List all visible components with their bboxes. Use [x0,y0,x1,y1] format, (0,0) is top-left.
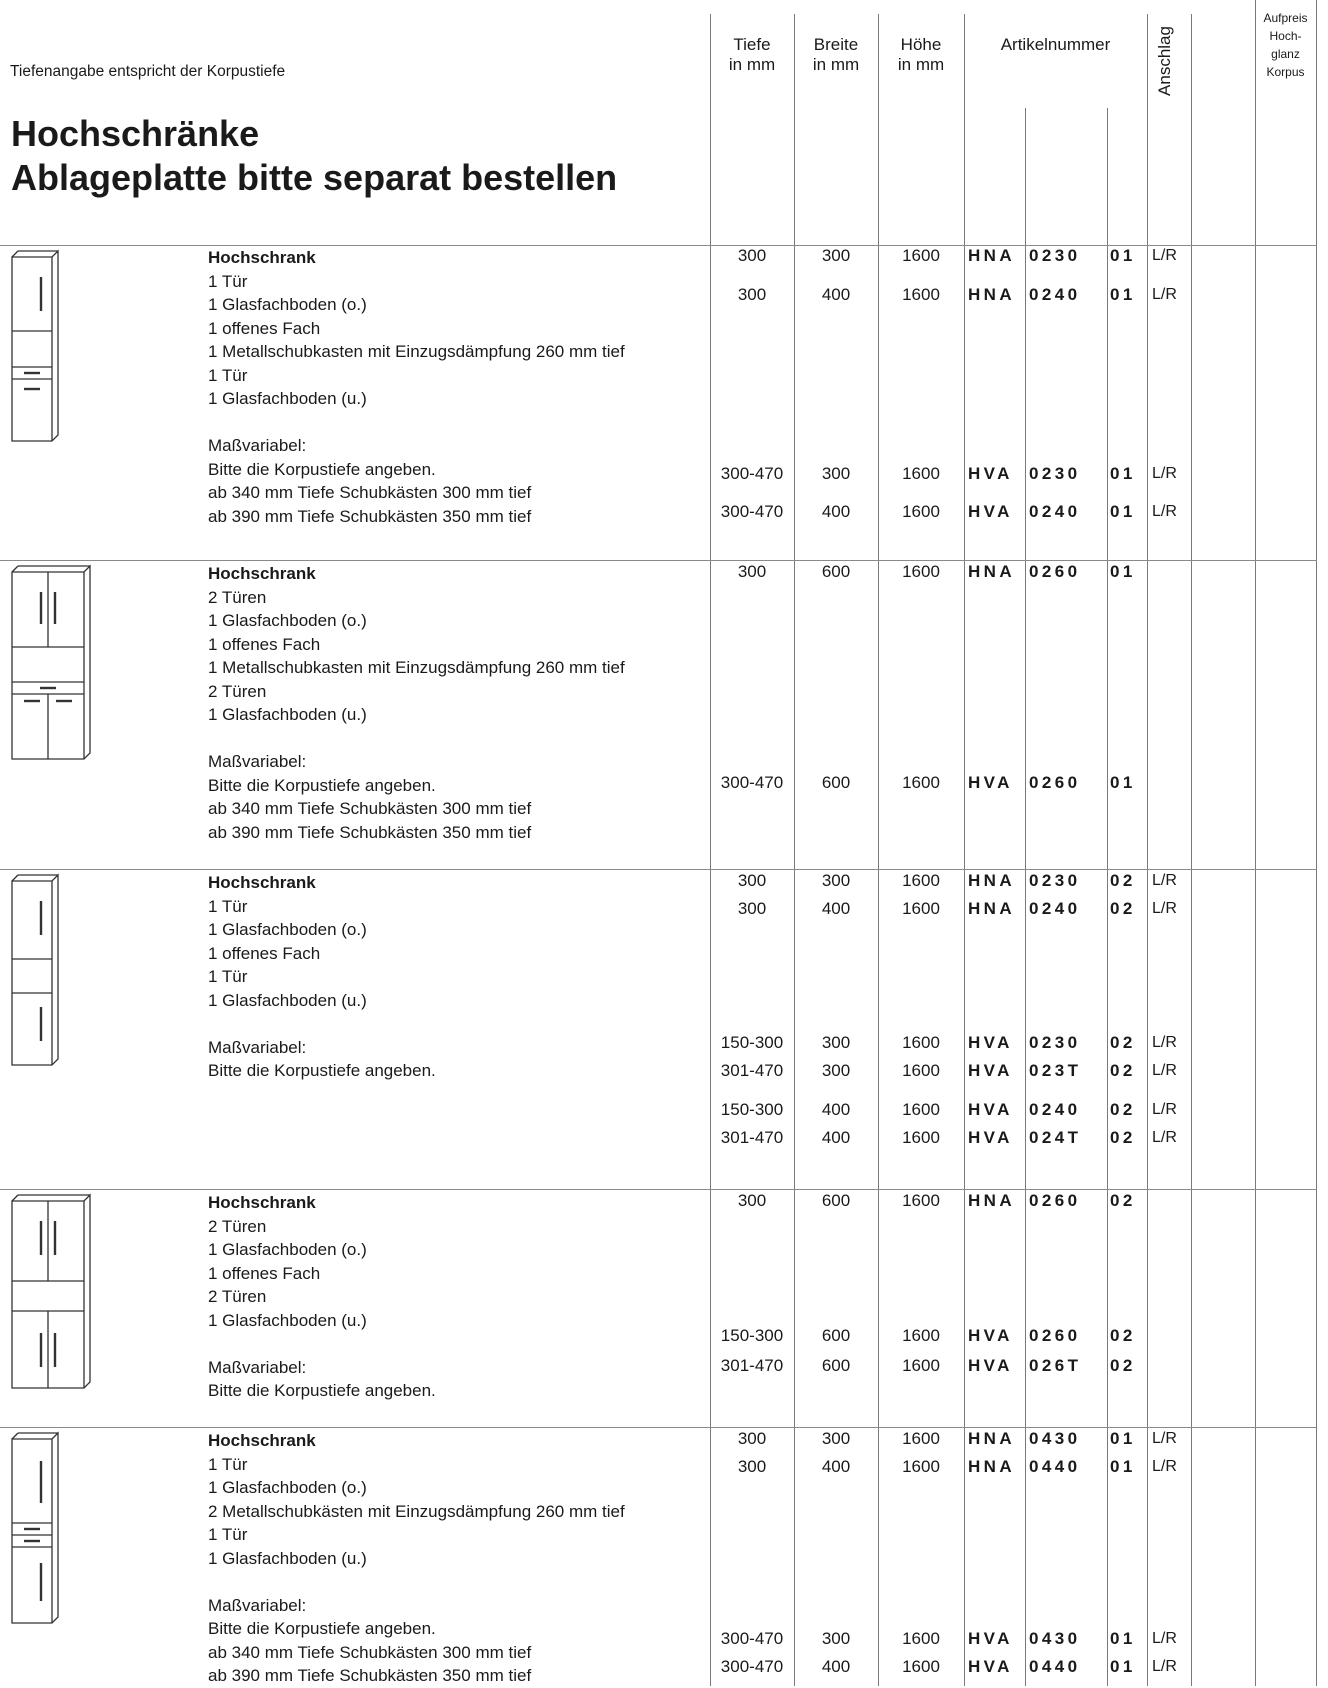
section-divider [0,1427,1317,1428]
col-header-aufpreis-4: Korpus [1266,65,1305,79]
article-suffix: 02 [1110,1033,1136,1052]
cell-hoehe: 1600 [902,246,940,265]
item-line: 1 Glasfachboden (o.) [208,611,367,630]
cell-tiefe: 301-470 [720,1061,784,1080]
cell-breite: 600 [821,1356,851,1375]
cell-hoehe: 1600 [902,562,940,581]
tall-cabinet-2-doors-1-drawer-icon [10,564,92,767]
article-suffix: 01 [1110,773,1136,792]
item-line: 1 Glasfachboden (o.) [208,295,367,314]
cell-hoehe: 1600 [902,1100,940,1119]
item-line: 1 Glasfachboden (o.) [208,1478,367,1497]
article-suffix: 02 [1110,1128,1136,1147]
cell-tiefe: 300-470 [720,464,784,483]
cell-tiefe: 300-470 [720,1629,784,1648]
item-line: 1 offenes Fach [208,318,321,338]
col-header-aufpreis-1: Aufpreis [1263,11,1308,25]
item-line: 1 Glasfachboden (u.) [208,705,367,724]
article-code: 0440 [1029,1457,1081,1476]
item-line: 1 Tür [208,1525,248,1544]
cell-tiefe: 150-300 [720,1100,784,1119]
cell-breite: 400 [821,285,851,304]
item-line: 1 Glasfachboden (o.) [208,920,367,939]
cell-anschlag: L/R [1152,1062,1177,1079]
cell-breite: 400 [821,1100,851,1119]
section-divider [0,869,1317,870]
item-line: 1 Glasfachboden (u.) [208,1310,367,1330]
cell-hoehe: 1600 [902,1429,940,1448]
cell-hoehe: 1600 [902,1061,940,1080]
cell-breite: 400 [821,502,851,521]
article-prefix: HVA [968,502,1013,521]
cell-anschlag: L/R [1152,1129,1177,1146]
tall-cabinet-1-door-open-shelf-icon [10,873,60,1073]
page-subtitle: Ablageplatte bitte separat bestellen [11,157,618,198]
article-suffix: 01 [1110,1629,1136,1648]
col-header-hoehe-unit: in mm [897,55,945,74]
cell-tiefe: 150-300 [720,1326,784,1345]
item-line: 1 Tür [208,271,248,291]
article-code: 0260 [1029,1191,1081,1210]
article-code: 0260 [1029,773,1081,792]
article-code: 0240 [1029,899,1081,918]
col-divider-right [1316,0,1317,1686]
article-prefix: HNA [968,285,1016,304]
cell-breite: 300 [821,1033,851,1052]
page-title: Hochschränke [11,113,260,154]
cell-hoehe: 1600 [902,1326,940,1345]
article-suffix: 01 [1110,502,1136,521]
item-title: Hochschrank [208,873,316,892]
tall-cabinet-1-door-1-drawer-icon [10,249,60,449]
col-header-breite-label: Breite [813,35,859,54]
item-line: Bitte die Korpustiefe angeben. [208,1619,436,1638]
cell-anschlag: L/R [1152,872,1177,889]
col-divider-artikel-b [1107,108,1108,1686]
article-prefix: HNA [968,1457,1016,1476]
article-suffix: 02 [1110,871,1136,890]
section-divider [0,560,1317,561]
article-code: 0230 [1029,464,1081,483]
item-title: Hochschrank [208,248,316,267]
cell-hoehe: 1600 [902,1457,940,1476]
article-prefix: HVA [968,1128,1013,1147]
item-line: 1 Glasfachboden (u.) [208,990,367,1010]
col-header-tiefe-unit: in mm [728,55,776,74]
article-code: 023T [1029,1061,1082,1080]
cell-tiefe: 301-470 [720,1356,784,1375]
item-line: Maßvariabel: [208,1357,307,1377]
cell-hoehe: 1600 [902,1033,940,1052]
cell-anschlag: L/R [1152,465,1177,482]
cell-anschlag: L/R [1152,503,1177,520]
cell-breite: 300 [821,1629,851,1648]
item-line: Maßvariabel: [208,752,307,771]
cell-breite: 600 [821,1326,851,1345]
col-divider-aufpreis [1255,0,1256,1686]
article-suffix: 02 [1110,1356,1136,1375]
article-suffix: 01 [1110,246,1136,265]
col-header-aufpreis-2: Hoch- [1269,29,1302,43]
article-code: 024T [1029,1128,1082,1147]
cell-hoehe: 1600 [902,773,940,792]
article-code: 0230 [1029,246,1081,265]
item-line: 2 Türen [208,587,267,607]
article-prefix: HNA [968,899,1016,918]
col-header-hoehe-label: Höhe [900,35,942,54]
article-suffix: 02 [1110,1100,1136,1119]
cell-breite: 600 [821,1191,851,1210]
cell-anschlag: L/R [1152,286,1177,303]
cell-breite: 300 [821,464,851,483]
section-divider [0,1189,1317,1190]
cell-hoehe: 1600 [902,1356,940,1375]
article-code: 0440 [1029,1657,1081,1676]
item-title: Hochschrank [208,1431,316,1450]
cell-hoehe: 1600 [902,502,940,521]
item-line: Bitte die Korpustiefe angeben. [208,1061,436,1080]
cell-anschlag: L/R [1152,900,1177,917]
item-line: 1 Glasfachboden (u.) [208,1548,367,1568]
depth-note: Tiefenangabe entspricht der Korpustiefe [10,63,286,80]
cell-tiefe: 300-470 [720,773,784,792]
col-header-hoehe [878,35,964,75]
item-line: 1 Tür [208,896,248,916]
article-prefix: HVA [968,1356,1013,1375]
article-suffix: 01 [1110,464,1136,483]
section-3-description [208,871,436,1083]
article-code: 0230 [1029,1033,1081,1052]
item-line: ab 390 mm Tiefe Schubkästen 350 mm tief [208,822,532,842]
article-suffix: 02 [1110,1061,1136,1080]
item-line: 1 Tür [208,967,248,986]
cell-breite: 300 [821,1061,851,1080]
cell-hoehe: 1600 [902,1657,940,1676]
cell-breite: 400 [821,1128,851,1147]
cell-tiefe: 300 [737,246,767,265]
item-line: 1 Metallschubkasten mit Einzugsdämpfung 260 mm tief [208,342,625,361]
item-line: 2 Türen [208,1216,267,1236]
cell-anschlag: L/R [1152,1658,1177,1675]
item-line: Bitte die Korpustiefe angeben. [208,1381,436,1400]
item-line: ab 390 mm Tiefe Schubkästen 350 mm tief [208,506,532,526]
item-line: Maßvariabel: [208,436,307,455]
cell-hoehe: 1600 [902,1128,940,1147]
article-prefix: HVA [968,773,1013,792]
col-divider-extra [1191,14,1192,1686]
cell-hoehe: 1600 [902,899,940,918]
item-line: 1 offenes Fach [208,943,321,963]
col-header-artikelnummer: Artikelnummer [1000,35,1111,54]
col-header-anschlag-wrap [1115,26,1215,96]
article-prefix: HVA [968,1100,1013,1119]
item-title: Hochschrank [208,1193,316,1212]
cell-hoehe: 1600 [902,1629,940,1648]
col-header-aufpreis [1255,9,1316,81]
item-line: ab 340 mm Tiefe Schubkästen 300 mm tief [208,799,532,818]
tall-cabinet-1-door-2-drawers-icon [10,1431,60,1631]
item-line: 2 Metallschubkästen mit Einzugsdämpfung 260 mm tief [208,1501,625,1521]
article-prefix: HNA [968,1191,1016,1210]
col-header-anschlag: Anschlag [1155,26,1174,96]
item-line: ab 340 mm Tiefe Schubkästen 300 mm tief [208,1642,532,1662]
cell-breite: 300 [821,246,851,265]
cell-breite: 400 [821,899,851,918]
cell-breite: 300 [821,871,851,890]
cell-anschlag: L/R [1152,1630,1177,1647]
article-code: 0240 [1029,502,1081,521]
article-prefix: HNA [968,562,1016,581]
cell-tiefe: 300 [737,1191,767,1210]
item-line: Bitte die Korpustiefe angeben. [208,459,436,479]
col-header-breite [794,35,878,75]
article-prefix: HNA [968,246,1016,265]
item-line: 1 Tür [208,1454,248,1474]
article-suffix: 02 [1110,1326,1136,1345]
section-2-description [208,562,625,844]
article-suffix: 02 [1110,899,1136,918]
item-line: ab 390 mm Tiefe Schubkästen 350 mm tief [208,1666,532,1685]
item-line: Maßvariabel: [208,1595,307,1615]
tall-cabinet-2-doors-open-shelf-icon [10,1193,92,1396]
cell-hoehe: 1600 [902,285,940,304]
article-suffix: 01 [1110,1657,1136,1676]
cell-hoehe: 1600 [902,1191,940,1210]
cell-tiefe: 150-300 [720,1033,784,1052]
article-code: 0430 [1029,1429,1081,1448]
cell-breite: 600 [821,773,851,792]
article-code: 0240 [1029,1100,1081,1119]
cell-anschlag: L/R [1152,1034,1177,1051]
item-line: 1 Metallschubkasten mit Einzugsdämpfung 260 mm tief [208,658,625,677]
cell-anschlag: L/R [1152,1458,1177,1475]
cell-anschlag: L/R [1152,1101,1177,1118]
article-code: 0430 [1029,1629,1081,1648]
cell-tiefe: 300 [737,899,767,918]
col-divider-artikel [964,14,965,1686]
cell-anschlag: L/R [1152,247,1177,264]
cell-breite: 400 [821,1457,851,1476]
col-header-tiefe-label: Tiefe [733,35,771,54]
item-line: 1 Glasfachboden (u.) [208,389,367,408]
article-code: 0260 [1029,562,1081,581]
article-prefix: HVA [968,464,1013,483]
cell-breite: 600 [821,562,851,581]
col-divider-artikel-a [1025,108,1026,1686]
col-header-aufpreis-3: glanz [1271,47,1300,61]
article-code: 0240 [1029,285,1081,304]
cell-tiefe: 300 [737,1457,767,1476]
article-suffix: 01 [1110,1457,1136,1476]
cell-tiefe: 300-470 [720,1657,784,1676]
item-line: ab 340 mm Tiefe Schubkästen 300 mm tief [208,483,532,502]
item-line: 1 offenes Fach [208,634,321,654]
cell-hoehe: 1600 [902,871,940,890]
item-line: 1 offenes Fach [208,1263,321,1283]
item-line: Maßvariabel: [208,1037,307,1057]
item-line: 2 Türen [208,681,267,701]
cell-breite: 300 [821,1429,851,1448]
cell-tiefe: 301-470 [720,1128,784,1147]
section-4-description [208,1191,436,1403]
col-header-tiefe [710,35,794,75]
article-prefix: HNA [968,1429,1016,1448]
cell-anschlag: L/R [1152,1430,1177,1447]
section-5-description [208,1429,625,1688]
item-title: Hochschrank [208,564,316,583]
article-suffix: 01 [1110,1429,1136,1448]
article-prefix: HVA [968,1657,1013,1676]
cell-tiefe: 300-470 [720,502,784,521]
item-line: 2 Türen [208,1287,267,1306]
item-line: 1 Glasfachboden (o.) [208,1240,367,1259]
article-suffix: 02 [1110,1191,1136,1210]
col-divider-anschlag [1147,14,1148,1686]
article-code: 0230 [1029,871,1081,890]
cell-tiefe: 300 [737,562,767,581]
article-suffix: 01 [1110,285,1136,304]
article-prefix: HNA [968,871,1016,890]
cell-hoehe: 1600 [902,464,940,483]
item-line: Bitte die Korpustiefe angeben. [208,775,436,795]
item-line: 1 Tür [208,365,248,385]
article-suffix: 01 [1110,562,1136,581]
cell-tiefe: 300 [737,871,767,890]
cell-tiefe: 300 [737,285,767,304]
article-code: 026T [1029,1356,1082,1375]
article-code: 0260 [1029,1326,1081,1345]
cell-breite: 400 [821,1657,851,1676]
article-prefix: HVA [968,1033,1013,1052]
article-prefix: HVA [968,1629,1013,1648]
article-prefix: HVA [968,1326,1013,1345]
col-header-breite-unit: in mm [812,55,860,74]
cell-tiefe: 300 [737,1429,767,1448]
section-1-description [208,246,625,528]
article-prefix: HVA [968,1061,1013,1080]
